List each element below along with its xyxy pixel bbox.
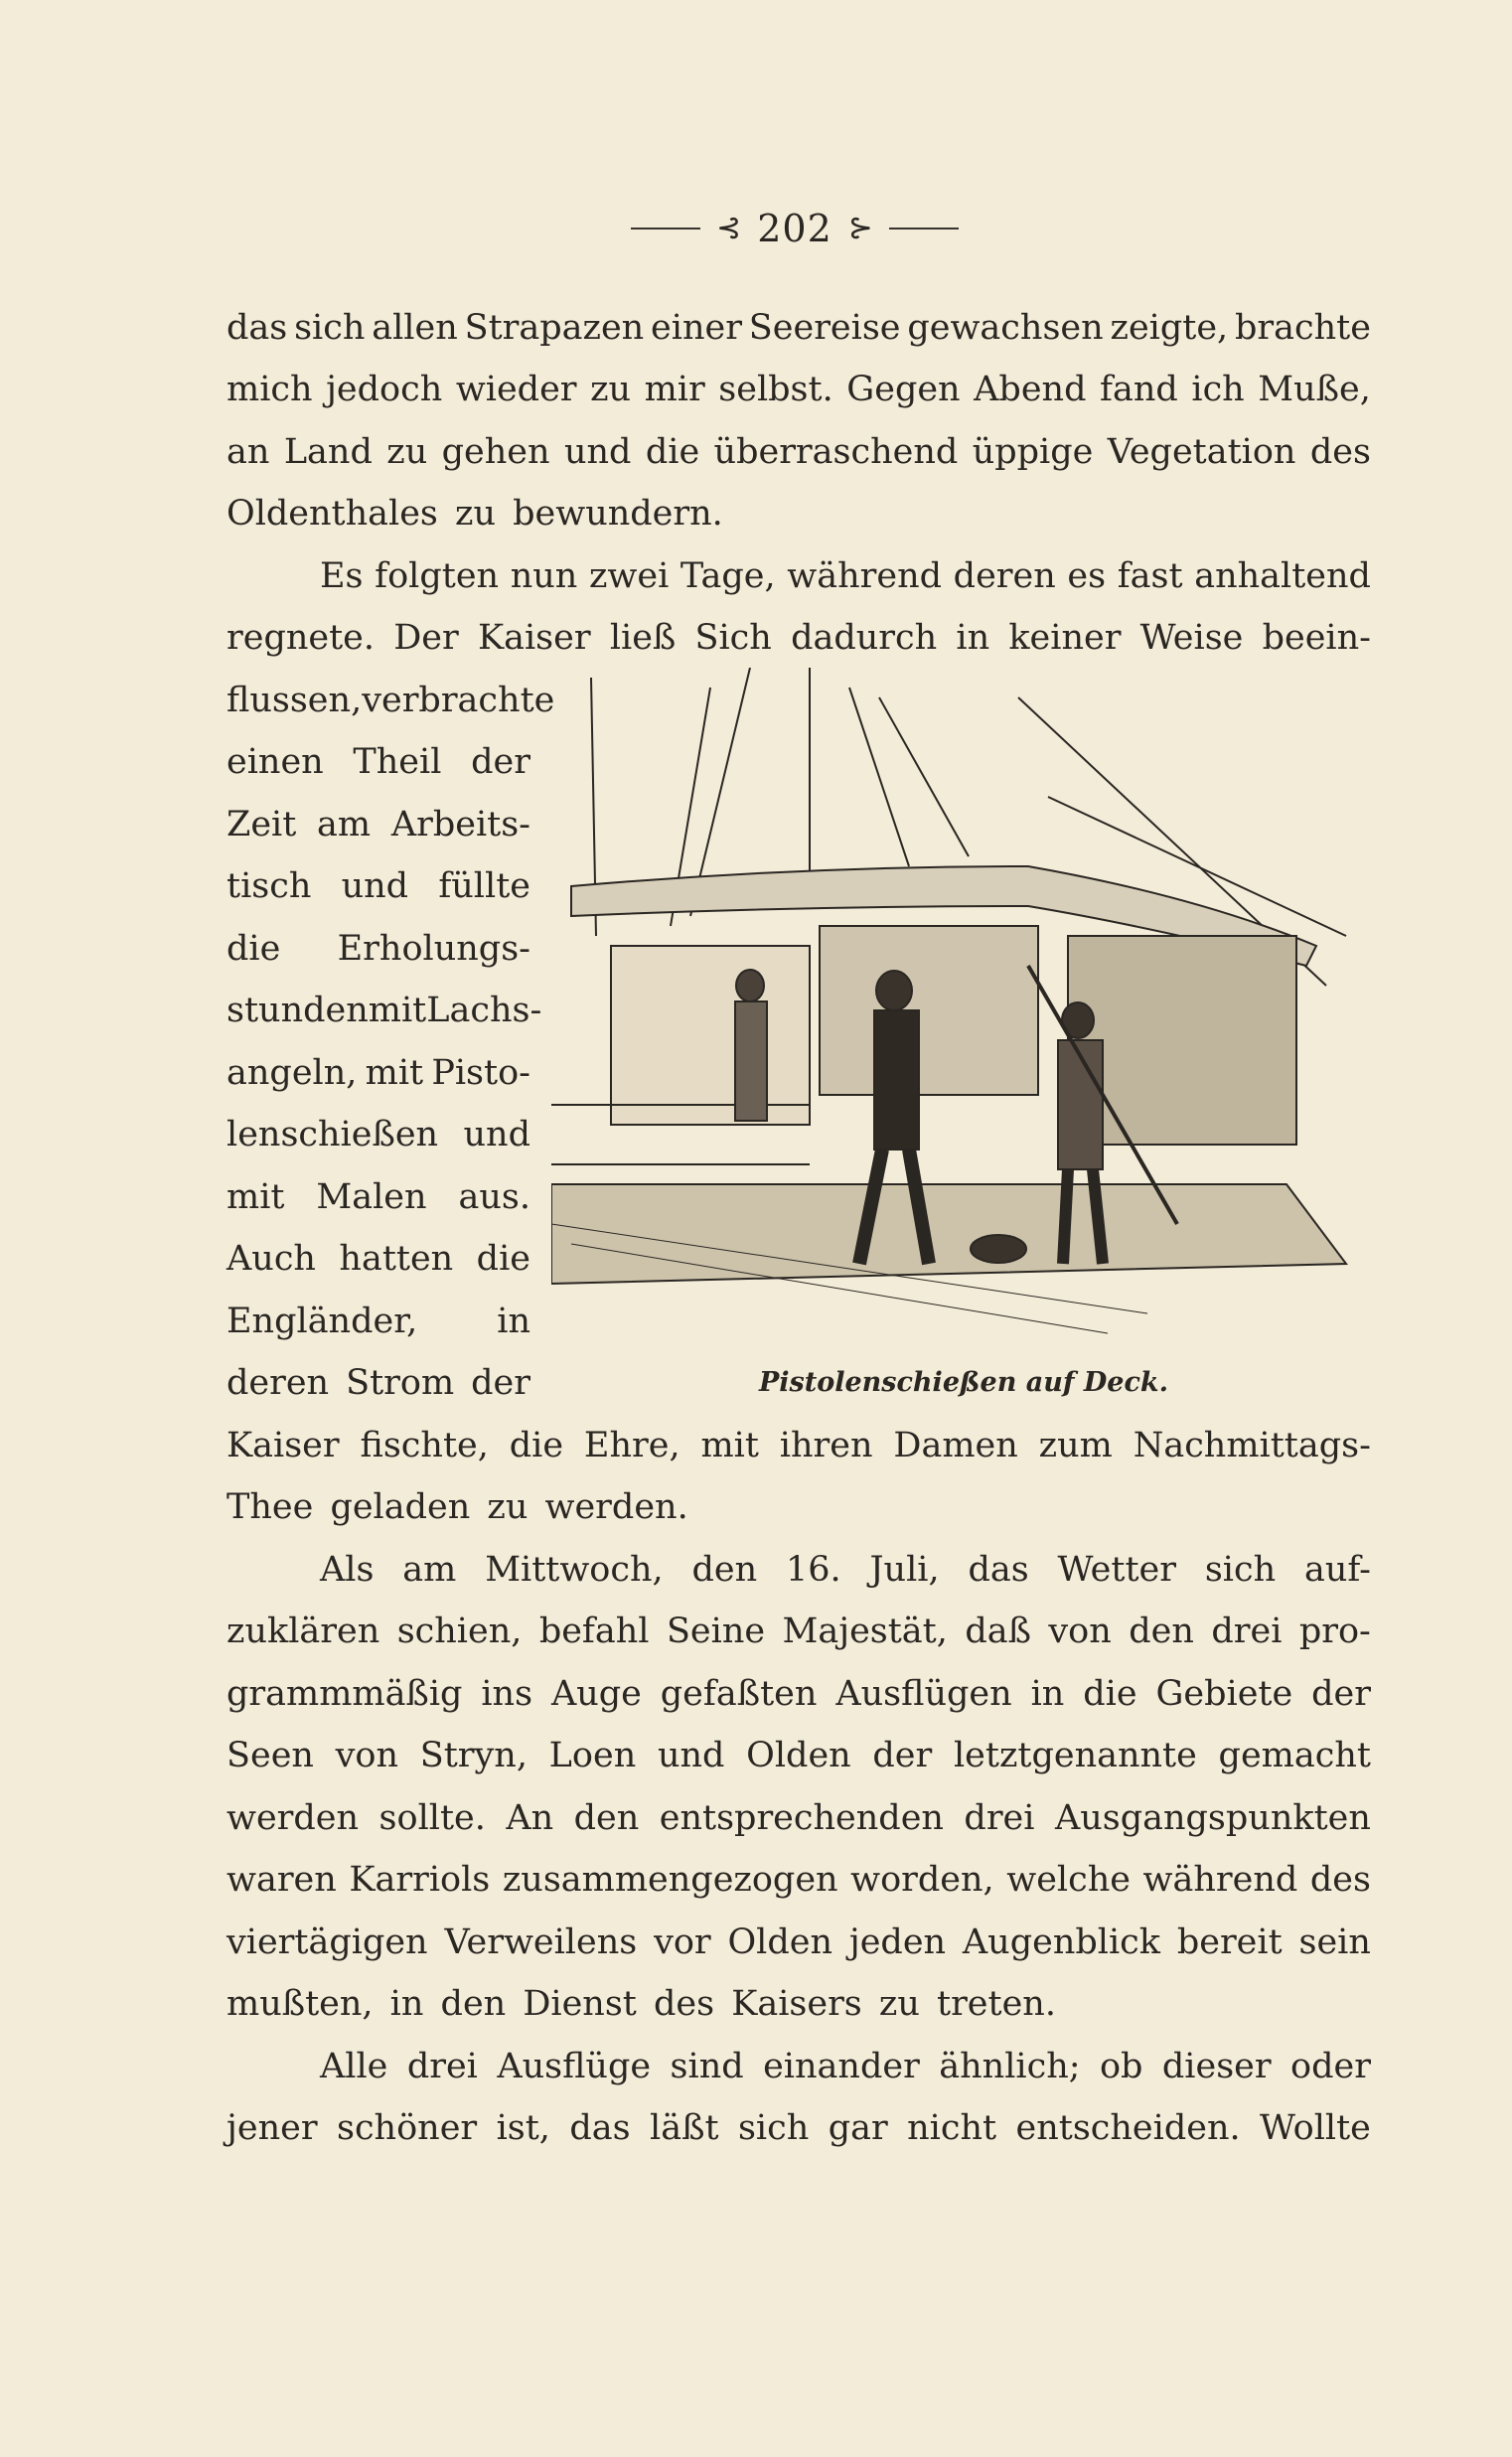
- text-line: [227, 2103, 1371, 2153]
- word: Strom: [346, 1363, 455, 1403]
- word: dieser: [1161, 2047, 1272, 2086]
- word: einen: [227, 742, 324, 782]
- word: viertägigen: [227, 1922, 428, 1962]
- word: jener: [227, 2108, 318, 2148]
- word: Abend: [974, 370, 1087, 409]
- word: anhaltend: [1194, 556, 1371, 596]
- word: Augenblick: [962, 1922, 1160, 1962]
- engraving-illustration: [551, 668, 1376, 1353]
- header-rule-left: [631, 228, 700, 230]
- text-line: [227, 613, 1371, 663]
- word: mit: [365, 1053, 424, 1093]
- word: Vegetation: [1107, 432, 1296, 472]
- text-line: [227, 427, 1371, 477]
- text-line: [227, 800, 530, 849]
- word: gemacht: [1218, 1736, 1371, 1775]
- word: und: [463, 1115, 530, 1154]
- word: tisch: [227, 866, 312, 906]
- word: 16.: [786, 1550, 841, 1590]
- word: aus.: [458, 1177, 530, 1217]
- word: folgten: [375, 556, 500, 596]
- word: mit: [227, 1177, 285, 1217]
- word: ihren: [779, 1426, 873, 1465]
- word: dadurch: [791, 618, 938, 658]
- word: Ehre,: [583, 1426, 680, 1465]
- ornament-right-icon: ⊱: [847, 211, 873, 245]
- word: hatten: [339, 1239, 454, 1279]
- text-line: [227, 1669, 1371, 1719]
- word: des: [1309, 1860, 1371, 1900]
- word: Verweilens: [444, 1922, 638, 1962]
- word: pro-: [1298, 1612, 1371, 1651]
- text-line: mußten, in den Dienst des Kaisers zu treten.: [227, 1984, 1056, 2024]
- word: ins: [481, 1674, 533, 1714]
- deck-floor: [551, 1184, 1346, 1284]
- word: jedoch: [326, 370, 443, 409]
- text-line: [227, 1172, 530, 1222]
- text-line: [227, 1110, 530, 1159]
- word: Erholungs-: [337, 929, 530, 969]
- word: Gegen: [846, 370, 961, 409]
- text-line: [227, 861, 530, 911]
- word: mit: [368, 991, 427, 1030]
- word: drei: [406, 2047, 478, 2086]
- word: das: [569, 2108, 631, 2148]
- word: Seen: [227, 1736, 314, 1775]
- word: ist,: [496, 2108, 550, 2148]
- page-number: 202: [757, 207, 832, 250]
- word: Lachs-: [426, 991, 542, 1030]
- word: Olden: [727, 1922, 833, 1962]
- word: Auch: [227, 1239, 316, 1279]
- word: angeln,: [227, 1053, 358, 1093]
- word: mit: [700, 1426, 759, 1465]
- dog: [971, 1235, 1026, 1263]
- word: Zeit: [227, 805, 297, 845]
- word: das: [968, 1550, 1029, 1590]
- word: flussen,: [227, 681, 363, 720]
- word: drei: [964, 1798, 1035, 1838]
- word: Malen: [316, 1177, 427, 1217]
- word: befahl: [538, 1612, 650, 1651]
- word: am: [317, 805, 372, 845]
- word: lenschießen: [227, 1115, 439, 1154]
- word: allen: [372, 308, 458, 348]
- word: oder: [1290, 2047, 1371, 2086]
- word: vor: [654, 1922, 711, 1962]
- word: gewachsen: [907, 308, 1104, 348]
- word: Kaiser: [477, 618, 591, 658]
- word: letztgenannte: [953, 1736, 1197, 1775]
- text-line: [320, 551, 1371, 601]
- word: sein: [1298, 1922, 1371, 1962]
- rigging-line: [849, 688, 909, 866]
- word: zum: [1038, 1426, 1113, 1465]
- word: Engländer,: [227, 1302, 418, 1341]
- word: Loen: [548, 1736, 637, 1775]
- word: Strapazen: [464, 308, 645, 348]
- word: ließ: [609, 618, 677, 658]
- word: mich: [227, 370, 313, 409]
- word: die: [509, 1426, 564, 1465]
- word: schien,: [396, 1612, 523, 1651]
- word: läßt: [650, 2108, 719, 2148]
- word: keiner: [1008, 618, 1122, 658]
- text-line: [227, 1421, 1371, 1470]
- text-line: [227, 1918, 1371, 1967]
- word: in: [956, 618, 990, 658]
- word: üppige: [972, 432, 1094, 472]
- word: Der: [393, 618, 459, 658]
- text-line: [227, 676, 555, 725]
- text-line: [227, 986, 542, 1035]
- word: den: [573, 1798, 640, 1838]
- word: während: [1142, 1860, 1298, 1900]
- background-figure-body: [735, 1001, 767, 1121]
- word: deren: [227, 1363, 330, 1403]
- word: gar: [828, 2108, 888, 2148]
- word: zuklären: [227, 1612, 380, 1651]
- word: zusammengezogen: [502, 1860, 838, 1900]
- text-line: [227, 1731, 1371, 1780]
- word: brachte: [1235, 308, 1371, 348]
- word: die: [227, 929, 281, 969]
- word: daß: [965, 1612, 1031, 1651]
- word: Auge: [550, 1674, 642, 1714]
- page-header: [596, 199, 993, 258]
- text-line: Thee geladen zu werden.: [227, 1487, 688, 1527]
- word: schöner: [336, 2108, 478, 2148]
- word: grammmäßig: [227, 1674, 463, 1714]
- word: den: [1129, 1612, 1194, 1651]
- word: den: [691, 1550, 758, 1590]
- word: sich: [737, 2108, 810, 2148]
- word: Alle: [320, 2047, 388, 2086]
- figure-caption: Pistolenschießen auf Deck.: [758, 1367, 1168, 1398]
- word: der: [471, 742, 530, 782]
- word: Majestät,: [782, 1612, 948, 1651]
- word: Seine: [666, 1612, 766, 1651]
- word: werden: [227, 1798, 360, 1838]
- word: welche: [1006, 1860, 1131, 1900]
- text-line: [227, 1297, 530, 1346]
- word: ich: [1191, 370, 1245, 409]
- word: fand: [1100, 370, 1178, 409]
- word: Ausflügen: [835, 1674, 1012, 1714]
- word: Weise: [1139, 618, 1244, 658]
- ornament-left-icon: ⊰: [716, 211, 742, 245]
- word: Nachmittags-: [1133, 1426, 1371, 1465]
- word: deren: [953, 556, 1056, 596]
- word: beein-: [1262, 618, 1371, 658]
- word: Pisto-: [431, 1053, 530, 1093]
- text-line: [320, 1545, 1371, 1595]
- word: ob: [1099, 2047, 1143, 2086]
- shooter-leg: [1063, 1169, 1068, 1264]
- text-line: [227, 303, 1371, 353]
- word: während: [787, 556, 943, 596]
- word: ähnlich;: [939, 2047, 1081, 2086]
- word: an: [227, 432, 270, 472]
- word: sich: [1204, 1550, 1277, 1590]
- word: die: [645, 432, 700, 472]
- deck-cabin-window: [820, 926, 1038, 1095]
- word: Land: [283, 432, 373, 472]
- rigging-line: [879, 697, 969, 856]
- word: Arbeits-: [390, 805, 530, 845]
- officer-body: [874, 1010, 919, 1150]
- word: Ausgangspunkten: [1054, 1798, 1371, 1838]
- word: es: [1067, 556, 1107, 596]
- word: von: [335, 1736, 399, 1775]
- deck-cabin: [611, 946, 810, 1125]
- word: in: [1030, 1674, 1065, 1714]
- word: bereit: [1176, 1922, 1283, 1962]
- word: Theil: [353, 742, 442, 782]
- word: der: [1311, 1674, 1371, 1714]
- word: Gebiete: [1155, 1674, 1293, 1714]
- word: Muße,: [1258, 370, 1371, 409]
- header-rule-right: [889, 228, 959, 230]
- word: Sich: [694, 618, 772, 658]
- word: nun: [510, 556, 578, 596]
- text-line: [227, 737, 530, 787]
- word: Stryn,: [419, 1736, 528, 1775]
- text-line: [227, 1358, 530, 1408]
- word: waren: [227, 1860, 337, 1900]
- word: zwei: [588, 556, 670, 596]
- word: der: [872, 1736, 933, 1775]
- word: Damen: [893, 1426, 1018, 1465]
- text-line: Oldenthales zu bewundern.: [227, 494, 723, 534]
- word: auf-: [1303, 1550, 1371, 1590]
- word: fast: [1117, 556, 1183, 596]
- word: verbrachte: [362, 681, 555, 720]
- word: und: [341, 866, 409, 906]
- word: Als: [320, 1550, 375, 1590]
- word: am: [402, 1550, 457, 1590]
- background-figure-head: [736, 970, 764, 1001]
- text-line: [320, 2042, 1371, 2091]
- word: gefaßten: [660, 1674, 818, 1714]
- word: sich: [294, 308, 366, 348]
- text-line: [227, 365, 1371, 414]
- word: selbst.: [718, 370, 833, 409]
- word: Karriols: [349, 1860, 491, 1900]
- word: zu: [590, 370, 632, 409]
- text-line: [227, 1234, 530, 1284]
- word: des: [1309, 432, 1371, 472]
- word: überraschend: [713, 432, 959, 472]
- text-line: [227, 1855, 1371, 1905]
- word: von: [1048, 1612, 1112, 1651]
- word: füllte: [438, 866, 530, 906]
- word: Tage,: [680, 556, 776, 596]
- word: Juli,: [869, 1550, 940, 1590]
- word: zu: [386, 432, 428, 472]
- word: und: [657, 1736, 725, 1775]
- word: entscheiden.: [1015, 2108, 1241, 2148]
- word: einer: [651, 308, 742, 348]
- word: Es: [320, 556, 364, 596]
- word: gehen: [441, 432, 550, 472]
- word: Kaiser: [227, 1426, 340, 1465]
- word: An: [506, 1798, 554, 1838]
- word: das: [227, 308, 288, 348]
- word: die: [476, 1239, 530, 1279]
- word: jeden: [848, 1922, 947, 1962]
- word: sollte.: [378, 1798, 486, 1838]
- word: nicht: [907, 2108, 997, 2148]
- word: sind: [670, 2047, 744, 2086]
- word: wieder: [455, 370, 577, 409]
- word: Seereise: [748, 308, 901, 348]
- word: mir: [644, 370, 705, 409]
- text-line: [227, 924, 530, 974]
- word: entsprechenden: [659, 1798, 944, 1838]
- word: Wollte: [1260, 2108, 1371, 2148]
- word: in: [497, 1302, 530, 1341]
- word: regnete.: [227, 618, 376, 658]
- text-line: [227, 1793, 1371, 1843]
- word: und: [563, 432, 632, 472]
- word: worden,: [850, 1860, 994, 1900]
- word: die: [1083, 1674, 1137, 1714]
- word: fischte,: [360, 1426, 489, 1465]
- text-line: [227, 1607, 1371, 1656]
- word: einander: [763, 2047, 920, 2086]
- word: Mittwoch,: [485, 1550, 664, 1590]
- officer-head: [876, 971, 912, 1010]
- word: Ausflüge: [497, 2047, 652, 2086]
- word: Olden: [746, 1736, 851, 1775]
- word: Wetter: [1057, 1550, 1176, 1590]
- word: drei: [1211, 1612, 1283, 1651]
- text-line: [227, 1048, 530, 1098]
- word: der: [471, 1363, 530, 1403]
- word: stunden: [227, 991, 369, 1030]
- word: zeigte,: [1110, 308, 1229, 348]
